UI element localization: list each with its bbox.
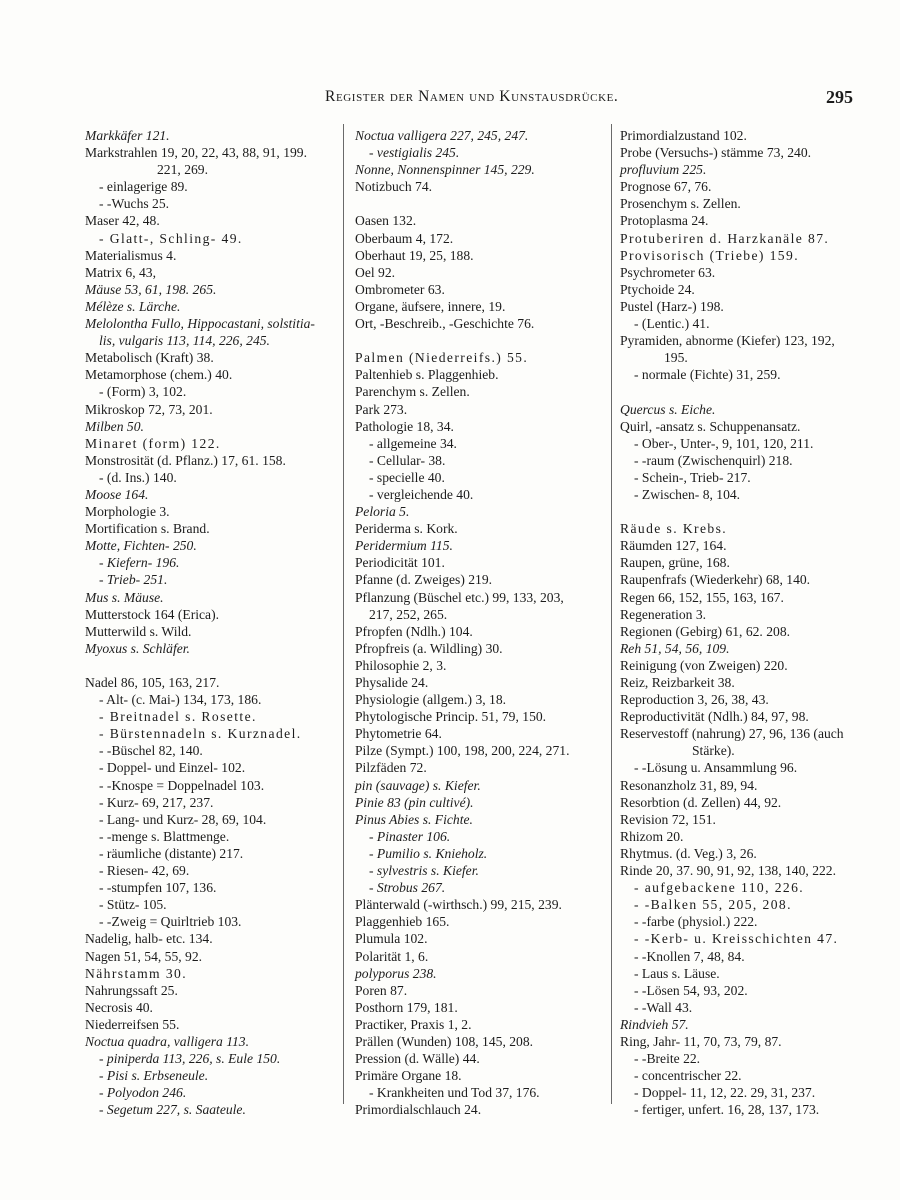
index-entry: Rhizom 20.: [620, 828, 684, 844]
index-entry: Moose 164.: [85, 486, 149, 502]
index-entry: Physalide 24.: [355, 675, 429, 690]
index-entry: Pustel (Harz-) 198.: [620, 298, 724, 314]
index-entry: Räude s. Krebs.: [620, 521, 728, 537]
index-entry: Prällen (Wunden) 108, 145, 208.: [355, 1033, 534, 1049]
index-entry: Myoxus s. Schläfer.: [85, 640, 190, 656]
index-entry: - (d. Ins.) 140.: [99, 469, 177, 485]
index-entry: polyporus 238.: [355, 965, 437, 981]
index-entry: Park 273.: [355, 401, 408, 417]
index-entry: Nährstamm 30.: [85, 965, 188, 981]
index-entry: Monstrosität (d. Pflanz.) 17, 61. 158.: [85, 452, 286, 468]
index-entry: - -Wuchs 25.: [99, 196, 170, 212]
index-entry: Primordialzustand 102.: [620, 128, 747, 143]
index-column-1: [85, 127, 340, 1118]
index-entry: - fertiger, unfert. 16, 28, 137, 173.: [634, 1102, 820, 1118]
index-entry: - -farbe (physiol.) 222.: [634, 914, 758, 930]
index-entry: - Doppel- und Einzel- 102.: [99, 760, 246, 776]
index-entry: Pilzfäden 72.: [355, 760, 427, 776]
index-entry: Philosophie 2, 3.: [355, 657, 447, 673]
page-number: 295: [826, 87, 853, 107]
index-entry: Markstrahlen 19, 20, 22, 43, 88, 91, 199.: [85, 145, 308, 161]
index-entry: - normale (Fichte) 31, 259.: [634, 367, 781, 383]
index-entry: - -raum (Zwischenquirl) 218.: [634, 452, 793, 468]
index-entry: Oel 92.: [355, 264, 396, 280]
index-entry: Rhytmus. (d. Veg.) 3, 26.: [620, 845, 757, 861]
section-gap: [85, 657, 340, 674]
index-entry: - Trieb- 251.: [99, 572, 168, 588]
index-entry: Mélèze s. Lärche.: [85, 298, 181, 314]
index-entry: Revision 72, 151.: [620, 811, 716, 827]
index-entry: - sylvestris s. Kiefer.: [369, 863, 479, 879]
index-entry: Niederreifsen 55.: [85, 1016, 180, 1032]
index-entry: - Kiefern- 196.: [99, 555, 180, 571]
index-entry: Practiker, Praxis 1, 2.: [355, 1016, 472, 1032]
index-entry: Nagen 51, 54, 55, 92.: [85, 948, 203, 964]
column-rule-right: [611, 124, 612, 1104]
index-entry: Pfropfreis (a. Wildling) 30.: [355, 640, 503, 656]
index-entry: Noctua valligera 227, 245, 247.: [355, 128, 529, 143]
section-gap: [355, 332, 605, 349]
index-entry: Periderma s. Kork.: [355, 521, 458, 537]
index-entry: Reinigung (von Zweigen) 220.: [620, 657, 788, 673]
index-entry: Primäre Organe 18.: [355, 1068, 462, 1084]
index-entry: Mäuse 53, 61, 198. 265.: [85, 281, 217, 297]
index-entry: Mus s. Mäuse.: [85, 589, 164, 605]
index-entry: - -menge s. Blattmenge.: [99, 828, 230, 844]
index-entry: Posthorn 179, 181.: [355, 999, 458, 1015]
index-entry: - Kurz- 69, 217, 237.: [99, 794, 214, 810]
section-gap: [355, 195, 605, 212]
index-entry: Mutterstock 164 (Erica).: [85, 606, 220, 622]
index-entry: - -Knollen 7, 48, 84.: [634, 948, 745, 964]
index-entry: Pfanne (d. Zweiges) 219.: [355, 572, 493, 588]
index-entry: Ptychoide 24.: [620, 281, 695, 297]
index-entry: - vestigialis 245.: [369, 145, 460, 161]
index-entry: - specielle 40.: [369, 469, 445, 485]
index-entry: Matrix 6, 43,: [85, 264, 156, 280]
index-entry: Periodicität 101.: [355, 555, 445, 571]
index-entry: Nadelig, halb- etc. 134.: [85, 931, 213, 947]
index-entry: Parenchym s. Zellen.: [355, 384, 470, 400]
index-entry: Peloria 5.: [355, 504, 410, 520]
index-entry: - Breitnadel s. Rosette.: [99, 709, 257, 725]
section-gap: [620, 383, 860, 400]
index-entry: Psychrometer 63.: [620, 264, 716, 280]
index-entry: Notizbuch 74.: [355, 179, 433, 195]
index-entry: - Zwischen- 8, 104.: [634, 486, 741, 502]
index-entry: Resonanzholz 31, 89, 94.: [620, 777, 758, 793]
index-entry: - allgemeine 34.: [369, 435, 457, 451]
index-entry: - Polyodon 246.: [99, 1085, 187, 1101]
index-entry: Nonne, Nonnenspinner 145, 229.: [355, 162, 535, 178]
running-title: Register der Namen und Kunstausdrücke.: [325, 88, 619, 105]
index-entry: Morphologie 3.: [85, 504, 170, 520]
index-entry: - -Wall 43.: [634, 999, 693, 1015]
index-entry: 217, 252, 265.: [369, 606, 448, 622]
index-entry: Nadel 86, 105, 163, 217.: [85, 675, 220, 690]
index-entry: - -Büschel 82, 140.: [99, 743, 203, 759]
index-entry: Poren 87.: [355, 982, 408, 998]
index-entry: - -Lösen 54, 93, 202.: [634, 982, 748, 998]
index-column-3: [620, 127, 860, 1118]
index-entry: - einlagerige 89.: [99, 179, 188, 195]
index-entry: Raupenfrafs (Wiederkehr) 68, 140.: [620, 572, 811, 588]
index-entry: Pression (d. Wälle) 44.: [355, 1051, 480, 1067]
index-entry: - räumliche (distante) 217.: [99, 845, 244, 861]
index-entry: - -Knospe = Doppelnadel 103.: [99, 777, 265, 793]
index-entry: - Lang- und Kurz- 28, 69, 104.: [99, 811, 267, 827]
index-entry: - concentrischer 22.: [634, 1068, 742, 1084]
index-entry: - Pisi s. Erbseneule.: [99, 1068, 209, 1084]
index-entry: Rinde 20, 37. 90, 91, 92, 138, 140, 222.: [620, 863, 836, 879]
index-entry: Prosenchym s. Zellen.: [620, 196, 741, 212]
index-entry: Markkäfer 121.: [85, 128, 170, 143]
index-entry: Quercus s. Eiche.: [620, 401, 716, 417]
index-entry: Plänterwald (-wirthsch.) 99, 215, 239.: [355, 897, 562, 913]
index-entry: Phytologische Princip. 51, 79, 150.: [355, 709, 547, 725]
index-entry: 221, 269.: [157, 162, 208, 178]
index-entry: Phytometrie 64.: [355, 726, 442, 742]
index-entry: Primordialschlauch 24.: [355, 1102, 482, 1118]
index-entry: Regionen (Gebirg) 61, 62. 208.: [620, 623, 791, 639]
index-entry: - Krankheiten und Tod 37, 176.: [369, 1085, 540, 1101]
index-entry: - Glatt-, Schling- 49.: [99, 230, 243, 246]
index-entry: - Strobus 267.: [369, 880, 446, 896]
index-column-2: [355, 127, 605, 1118]
index-entry: - -Lösung u. Ansammlung 96.: [634, 760, 798, 776]
index-entry: Mutterwild s. Wild.: [85, 623, 192, 639]
index-entry: Regeneration 3.: [620, 606, 707, 622]
index-entry: Melolontha Fullo, Hippocastani, solstitia-: [85, 316, 315, 332]
index-entry: profluvium 225.: [620, 162, 707, 178]
index-entry: - Pumilio s. Knieholz.: [369, 845, 488, 861]
index-entry: Probe (Versuchs-) stämme 73, 240.: [620, 145, 812, 161]
index-entry: Stärke).: [692, 743, 735, 759]
index-entry: Pilze (Sympt.) 100, 198, 200, 224, 271.: [355, 743, 570, 759]
section-gap: [620, 503, 860, 520]
index-entry: Metamorphose (chem.) 40.: [85, 367, 233, 383]
index-entry: Minaret (form) 122.: [85, 435, 221, 451]
index-entry: Quirl, -ansatz s. Schuppenansatz.: [620, 418, 801, 434]
index-entry: 195.: [664, 350, 688, 366]
index-entry: - Riesen- 42, 69.: [99, 863, 190, 879]
index-entry: Provisorisch (Triebe) 159.: [620, 247, 800, 263]
index-entry: Pathologie 18, 34.: [355, 418, 454, 434]
index-entry: Motte, Fichten- 250.: [85, 538, 197, 554]
index-entry: pin (sauvage) s. Kiefer.: [355, 777, 481, 793]
index-entry: Paltenhieb s. Plaggenhieb.: [355, 367, 499, 383]
index-entry: - -stumpfen 107, 136.: [99, 880, 217, 896]
index-entry: Rindvieh 57.: [620, 1016, 689, 1032]
index-entry: Protoplasma 24.: [620, 213, 709, 229]
column-rule-left: [343, 124, 344, 1104]
index-entry: Oberhaut 19, 25, 188.: [355, 247, 474, 263]
index-entry: - Stütz- 105.: [99, 897, 167, 913]
index-entry: Ombrometer 63.: [355, 281, 445, 297]
index-entry: - -Breite 22.: [634, 1051, 701, 1067]
index-entry: Pfropfen (Ndlh.) 104.: [355, 623, 473, 639]
index-entry: Reh 51, 54, 56, 109.: [620, 640, 730, 656]
index-entry: Materialismus 4.: [85, 247, 177, 263]
index-entry: - (Form) 3, 102.: [99, 384, 187, 400]
index-entry: Plaggenhieb 165.: [355, 914, 450, 930]
index-entry: - (Lentic.) 41.: [634, 316, 710, 332]
index-entry: Metabolisch (Kraft) 38.: [85, 350, 214, 366]
index-entry: Protuberiren d. Harzkanäle 87.: [620, 230, 830, 246]
index-entry: Palmen (Niederreifs.) 55.: [355, 350, 529, 366]
index-entry: Nahrungssaft 25.: [85, 982, 178, 998]
index-entry: - -Balken 55, 205, 208.: [634, 897, 792, 913]
index-entry: - -Zweig = Quirltrieb 103.: [99, 914, 242, 930]
index-entry: Mikroskop 72, 73, 201.: [85, 401, 213, 417]
index-entry: Pinus Abies s. Fichte.: [355, 811, 473, 827]
index-entry: - Schein-, Trieb- 217.: [634, 469, 751, 485]
index-entry: - aufgebackene 110, 226.: [634, 880, 805, 896]
index-entry: Oberbaum 4, 172.: [355, 230, 454, 246]
index-entry: Pinie 83 (pin cultivé).: [355, 794, 474, 810]
index-entry: Regen 66, 152, 155, 163, 167.: [620, 589, 784, 605]
index-entry: Reproduction 3, 26, 38, 43.: [620, 692, 769, 708]
index-entry: - Cellular- 38.: [369, 452, 446, 468]
index-entry: Pyramiden, abnorme (Kiefer) 123, 192,: [620, 333, 835, 349]
index-entry: Raupen, grüne, 168.: [620, 555, 730, 571]
index-entry: Mortification s. Brand.: [85, 521, 210, 537]
index-entry: - -Kerb- u. Kreisschichten 47.: [634, 931, 839, 947]
index-entry: Prognose 67, 76.: [620, 179, 712, 195]
index-entry: Ort, -Beschreib., -Geschichte 76.: [355, 316, 535, 332]
index-entry: lis, vulgaris 113, 114, 226, 245.: [99, 333, 270, 349]
index-entry: - Doppel- 11, 12, 22. 29, 31, 237.: [634, 1085, 816, 1101]
index-entry: - Laus s. Läuse.: [634, 965, 720, 981]
index-entry: Räumden 127, 164.: [620, 538, 727, 554]
index-entry: - Segetum 227, s. Saateule.: [99, 1102, 246, 1118]
index-entry: Ring, Jahr- 11, 70, 73, 79, 87.: [620, 1033, 782, 1049]
index-entry: - Alt- (c. Mai-) 134, 173, 186.: [99, 692, 262, 708]
page-header: [0, 88, 900, 110]
index-entry: - Bürstennadeln s. Kurznadel.: [99, 726, 302, 742]
index-entry: Polarität 1, 6.: [355, 948, 429, 964]
index-entry: - Pinaster 106.: [369, 828, 451, 844]
index-entry: Milben 50.: [85, 418, 144, 434]
index-entry: Reservestoff (nahrung) 27, 96, 136 (auch: [620, 726, 844, 742]
index-entry: Oasen 132.: [355, 213, 417, 229]
index-entry: Peridermium 115.: [355, 538, 453, 554]
index-entry: - Ober-, Unter-, 9, 101, 120, 211.: [634, 435, 814, 451]
index-entry: Physiologie (allgem.) 3, 18.: [355, 692, 507, 708]
index-entry: Maser 42, 48.: [85, 213, 160, 229]
index-entry: Resorbtion (d. Zellen) 44, 92.: [620, 794, 782, 810]
index-entry: Reiz, Reizbarkeit 38.: [620, 675, 735, 690]
index-entry: Necrosis 40.: [85, 999, 153, 1015]
index-entry: Organe, äufsere, innere, 19.: [355, 298, 506, 314]
index-entry: Pflanzung (Büschel etc.) 99, 133, 203,: [355, 589, 564, 605]
index-entry: Noctua quadra, valligera 113.: [85, 1033, 249, 1049]
index-entry: - vergleichende 40.: [369, 486, 474, 502]
index-entry: Plumula 102.: [355, 931, 428, 947]
index-entry: - piniperda 113, 226, s. Eule 150.: [99, 1051, 281, 1067]
index-entry: Reproductivität (Ndlh.) 84, 97, 98.: [620, 709, 809, 725]
